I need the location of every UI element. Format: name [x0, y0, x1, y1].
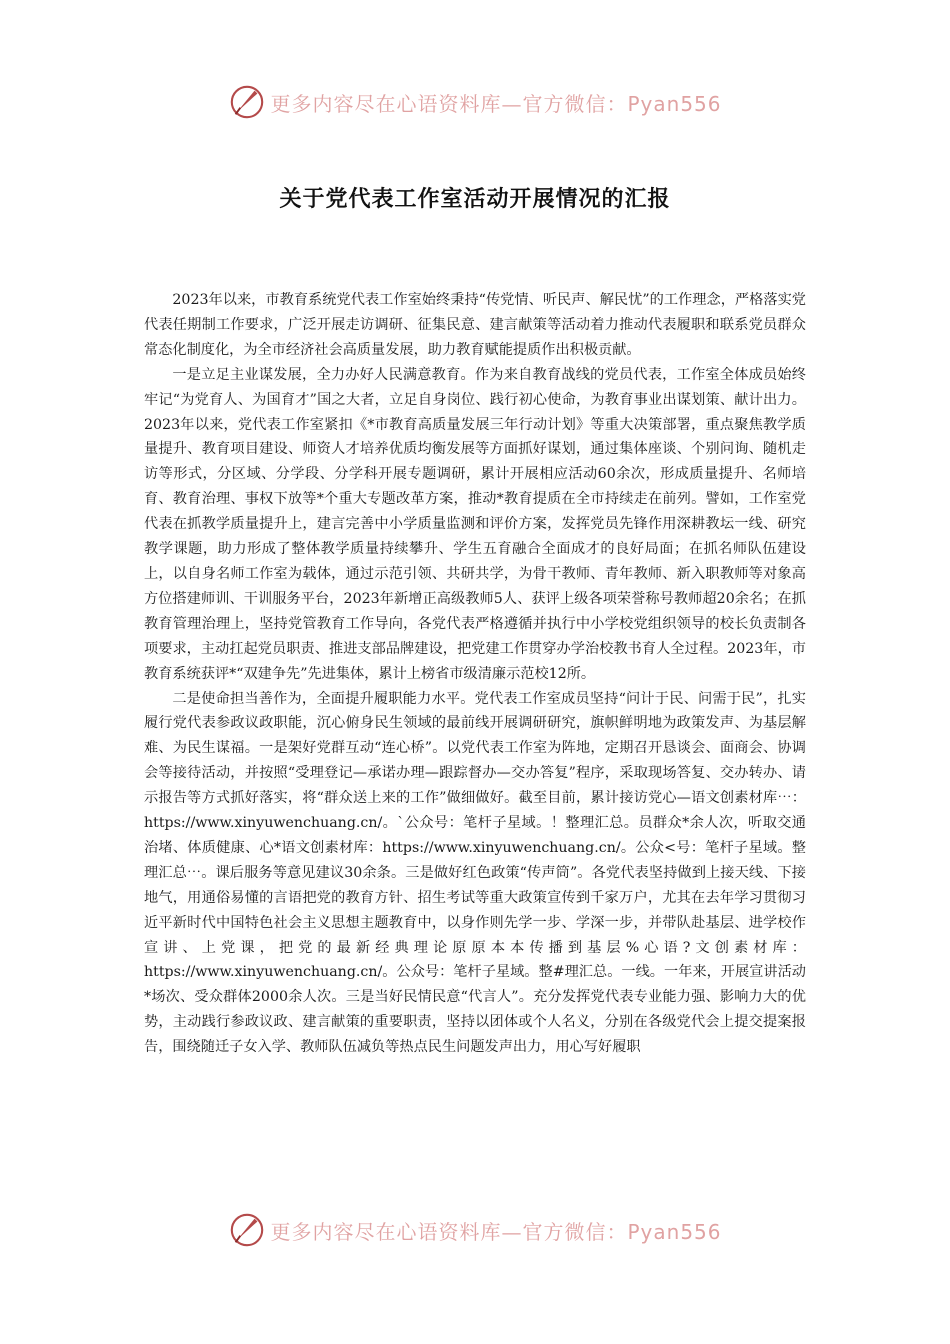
document-body [144, 288, 806, 1060]
paragraph: 二是使命担当善作为，全面提升履职能力水平。党代表工作室成员坚持“问计于民、问需于民”，扎实履行党代表参政议政职能，沉心俯身民生领域的最前线开展调研研究，旗帜鲜明地为政策发声、为基层解难、为民生谋福。一是架好党群互动“连心桥”。以党代表工作室为阵地，定期召开恳谈会、面商会、协调会等接待活动，并按照“受理登记—承诺办理—跟踪督办—交办答复”程序，采取现场答复、交办转办、请示报告等方式抓好落实，将“群众送上来的工作”做细做好。截至目前，累计接访党心—语文创素材库⋯：https://www.xinyuwenchuang.cn/。`公众号：笔杆子星域。！整理汇总。员群众*余人次，听取交通治堵、体质健康、心*语文创素材库：https://www.xinyuwenchuang.cn/。公众<号：笔杆子星域。整理汇总⋯。课后服务等意见建议30余条。三是做好红色政策“传声筒”。各党代表坚持做到上接天线、下接地气，用通俗易懂的言语把党的教育方针、招生考试等重大政策宣传到千家万户，尤其在去年学习贯彻习近平新时代中国特色社会主义思想主题教育中，以身作则先学一步、学深一步，并带队赴基层、进学校作宣讲、上党课，把党的最新经典理论原原本本传播到基层%心语?文创素材库：https://www.xinyuwenchuang.cn/。公众号：笔杆子星域。整#理汇总。一线。一年来，开展宣讲活动*场次、受众群体2000余人次。三是当好民情民意“代言人”。充分发挥党代表专业能力强、影响力大的优势，主动践行参政议政、建言献策的重要职责，坚持以团体或个人名义，分别在各级党代会上提交提案报告，围绕随迁子女入学、教师队伍减负等热点民生问题发声出力，用心写好履职 [144, 690, 806, 1056]
banner-text: 更多内容尽在心语资料库—官方微信：Pyan556 [270, 1219, 722, 1244]
quill-logo-icon [228, 1211, 266, 1249]
document-title: 关于党代表工作室活动开展情况的汇报 [279, 187, 671, 212]
banner-text: 更多内容尽在心语资料库—官方微信：Pyan556 [270, 91, 722, 116]
paragraph: 2023年以来，市教育系统党代表工作室始终秉持“传党情、听民声、解民忧”的工作理念，严格落实党代表任期制工作要求，广泛开展走访调研、征集民意、建言献策等活动着力推动代表履职和联系党员群众常态化制度化，为全市经济社会高质量发展，助力教育赋能提质作出积极贡献。 [144, 292, 806, 358]
paragraph: 一是立足主业谋发展，全力办好人民满意教育。作为来自教育战线的党员代表，工作室全体成员始终牢记“为党育人、为国育才”国之大者，立足自身岗位、践行初心使命，为教育事业出谋划策、献计出力。2023年以来，党代表工作室紧扣《*市教育高质量发展三年行动计划》等重大决策部署，重点聚焦教学质量提升、教育项目建设、师资人才培养优质均衡发展等方面抓好谋划，通过集体座谈、个别问询、随机走访等形式，分区域、分学段、分学科开展专题调研，累计开展相应活动60余次，形成质量提升、名师培育、教育治理、事权下放等*个重大专题改革方案，推动*教育提质在全市持续走在前列。譬如，工作室党代表在抓教学质量提升上，建言完善中小学质量监测和评价方案，发挥党员先锋作用深耕教坛一线、研究教学课题，助力形成了整体教学质量持续攀升、学生五育融合全面成才的良好局面；在抓名师队伍建设上，以自身名师工作室为载体，通过示范引领、共研共学，为骨干教师、青年教师、新入职教师等对象高方位搭建师训、干训服务平台，2023年新增正高级教师5人、获评上级各项荣誉称号教师超20余名；在抓教育管理治理上，坚持党管教育工作导向，各党代表严格遵循并执行中小学校党组织领导的校长负责制各项要求，主动扛起党员职责、推进支部品牌建设，把党建工作贯穿办学治校教书育人全过程。2023年，市教育系统获评*“双建争先”先进集体，累计上榜省市级清廉示范校12所。 [144, 366, 806, 682]
header-banner [0, 82, 950, 122]
quill-logo-icon [228, 83, 266, 121]
footer-banner [0, 1210, 950, 1250]
